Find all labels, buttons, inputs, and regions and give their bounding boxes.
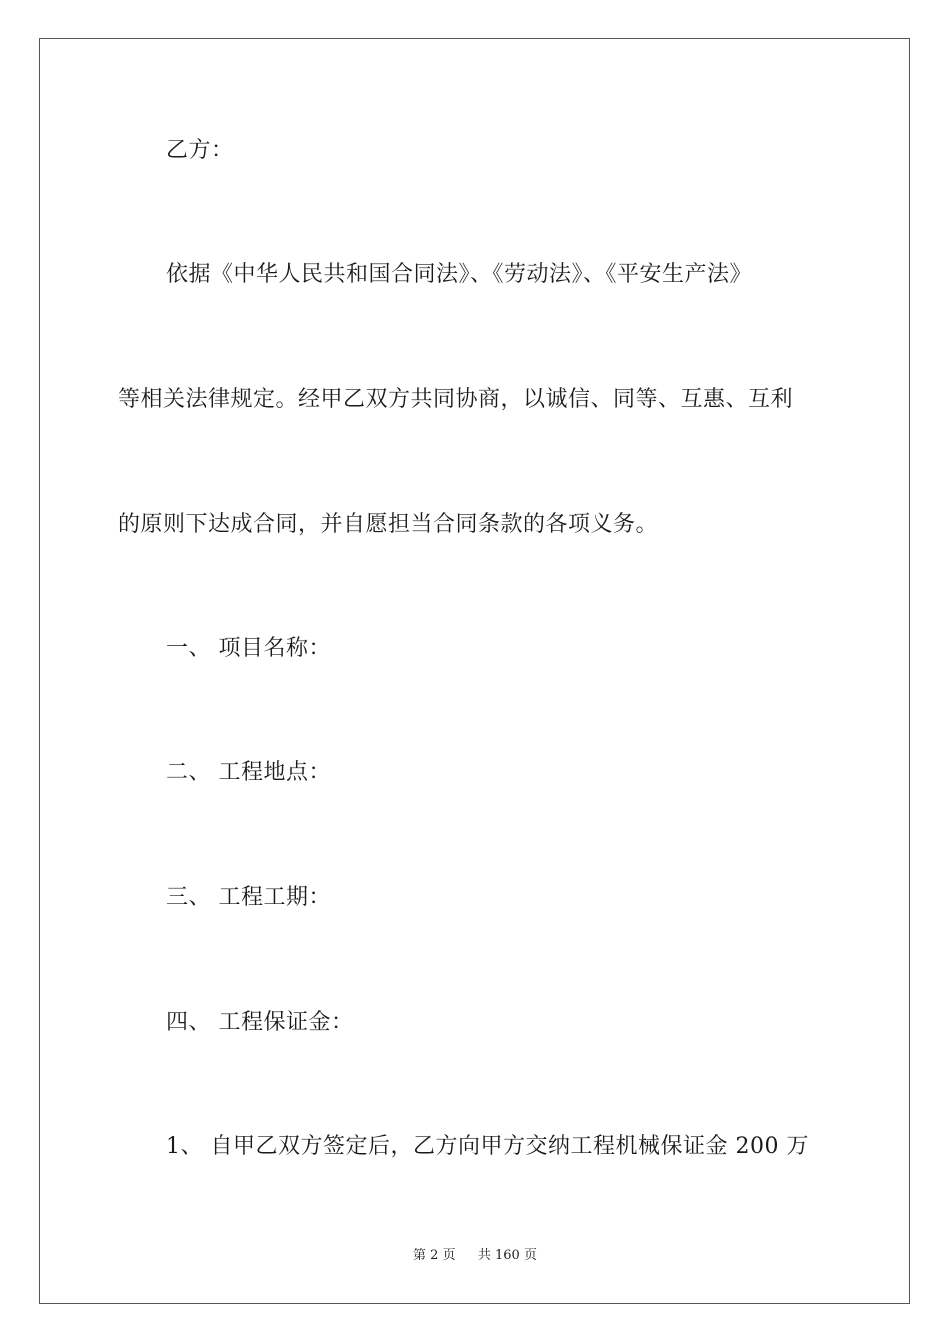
page-number: 第 2 页: [413, 1248, 456, 1263]
body-paragraph-line-2: 等相关法律规定。经甲乙双方共同协商，以诚信、同等、互惠、互利: [118, 387, 794, 412]
section-project-name: 一、 项目名称：: [166, 636, 331, 661]
clause-1-deposit: 1、 自甲乙双方签定后，乙方向甲方交纳工程机械保证金 200 万: [166, 1134, 809, 1159]
page-border: [39, 38, 910, 1304]
body-paragraph-line-1: 依据《中华人民共和国合同法》、《劳动法》、《平安生产法》: [166, 262, 753, 287]
page-footer: [0, 1248, 950, 1264]
section-project-deposit: 四、 工程保证金：: [166, 1010, 354, 1035]
body-paragraph-line-3: 的原则下达成合同，并自愿担当合同条款的各项义务。: [118, 512, 659, 537]
section-project-location: 二、 工程地点：: [166, 760, 331, 785]
party-b-label: 乙方：: [166, 138, 234, 163]
section-project-duration: 三、 工程工期：: [166, 885, 331, 910]
page-total: 共 160 页: [477, 1248, 537, 1263]
